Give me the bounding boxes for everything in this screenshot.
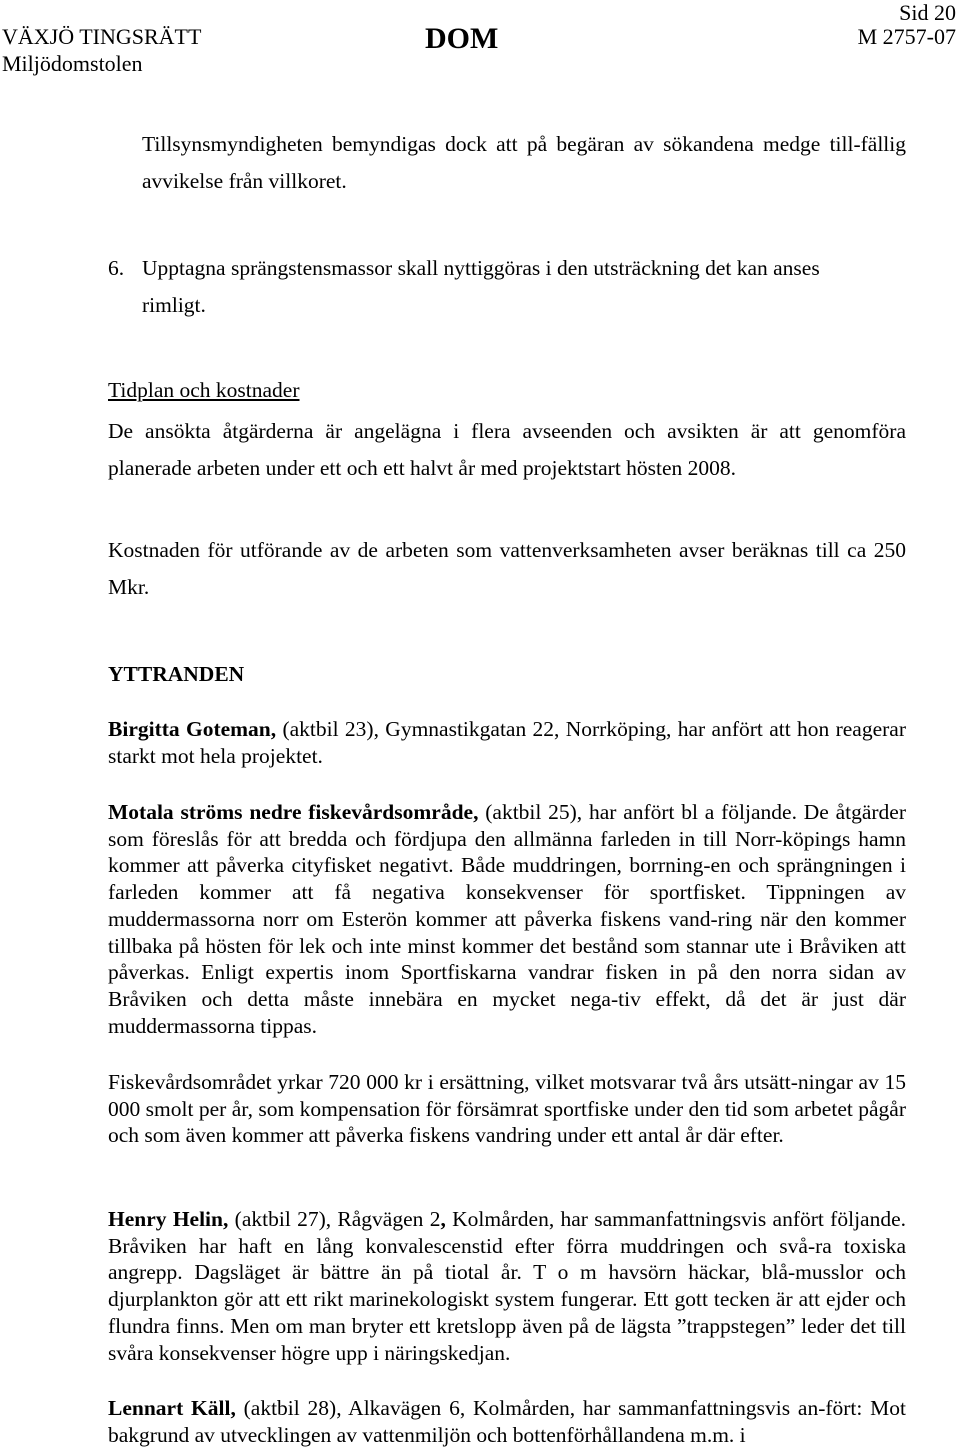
statement-text: (aktbil 23), Gymnastikgatan 22, Norrköping, har anfört att hon reagerar starkt mot hela projektet. — [108, 717, 906, 768]
paragraph-tillsyn: Tillsynsmyndigheten bemyndigas dock att på begäran av sökandena medge till-fällig avvikelse från villkoret. — [142, 132, 906, 193]
paragraph-kostnad: Kostnaden för utförande av de arbeten som vattenverksamheten avser beräknas till ca 250 Mkr. — [108, 538, 906, 599]
numbered-item-6 — [108, 250, 906, 287]
case-number: M 2757-07 — [857, 24, 956, 49]
statement-text: (aktbil 25), har anfört bl a följande. De åtgärder som föreslås för att bredda och fördjupa den allmänna farleden in till Norr-köpings hamn kommer att påverka cityfisket negativt. Både muddringen, borrning-en och sprängningen i farleden kommer att få negativa konsekvenser för sportfisket. Tippningen av muddermassorna norr om Esterön kommer att påverka fiskens vand-ring när den kommer tillbaka på hösten för lek och inte minst kommer det bestånd som stannar ute i Bråviken att påverkas. Enligt expertis inom Sportfiskarna vandrar fisken in på den norra sidan av Bråviken och detta måste innebära en mycket nega-tiv effekt, då det är just där muddermassorna tippas. — [108, 800, 906, 1038]
section-heading-tidplan: Tidplan och kostnader — [108, 378, 300, 402]
numbered-item-6-continuation: rimligt. — [142, 293, 206, 317]
paragraph-tidplan: De ansökta åtgärderna är angelägna i flera avseenden och avsikten är att genomföra planerade arbeten under ett och ett halvt år med projektstart hösten 2008. — [108, 419, 906, 480]
page-number: Sid 20 — [899, 0, 956, 25]
party-name: Motala ströms nedre fiskevårdsområde, — [108, 800, 479, 824]
item-text: Upptagna sprängstensmassor skall nyttiggöras i den utsträckning det kan anses — [142, 256, 820, 280]
document-type: DOM — [425, 22, 499, 55]
paragraph-goteman — [108, 716, 906, 769]
paragraph-kall — [108, 1395, 906, 1448]
bold-comma: , — [440, 1207, 446, 1231]
statement-text: Kolmården, har sammanfattningsvis anfört följande. Bråviken har haft en lång konvalescenstid efter förra muddringen och svå-ra toxiska angrepp. Dagsläget är bättre än på tiotal år. T o m havsörn häckar, blå-musslor och djurplankton gör att ett rikt marinekologiskt system fungerar. Ett gott tecken är att ejder och flundra finns. Men om man bryter ett kretslopp även på de lägsta ”trappstegen” leder det till svåra konsekvenser högre upp i näringskedjan. — [108, 1207, 906, 1365]
item-number: 6. — [108, 256, 125, 280]
statement-text: (aktbil 27), Rågvägen 2 — [228, 1207, 441, 1231]
paragraph-motala — [108, 799, 906, 1039]
party-name: Henry Helin, — [108, 1207, 229, 1231]
paragraph-helin — [108, 1206, 906, 1366]
section-heading-yttranden: YTTRANDEN — [108, 662, 245, 686]
paragraph-fiskevard-claim: Fiskevårdsområdet yrkar 720 000 kr i ersättning, vilket motsvarar två års utsätt-ningar av 15 000 smolt per år, som kompensation för försämrat sportfiske under den tid som arbetet pågår och som även kommer att påverka fiskens vandring under ett antal år där efter. — [108, 1070, 906, 1148]
party-name: Birgitta Goteman, — [108, 717, 277, 741]
statement-text: (aktbil 28), Alkavägen 6, Kolmården, har sammanfattningsvis an-fört: Mot bakgrund av utvecklingen av vattenmiljön och bottenförhållandena m.m. i — [108, 1396, 907, 1447]
department-name: Miljödomstolen — [2, 51, 143, 76]
party-name: Lennart Käll, — [108, 1396, 236, 1420]
court-name: VÄXJÖ TINGSRÄTT — [2, 24, 202, 49]
